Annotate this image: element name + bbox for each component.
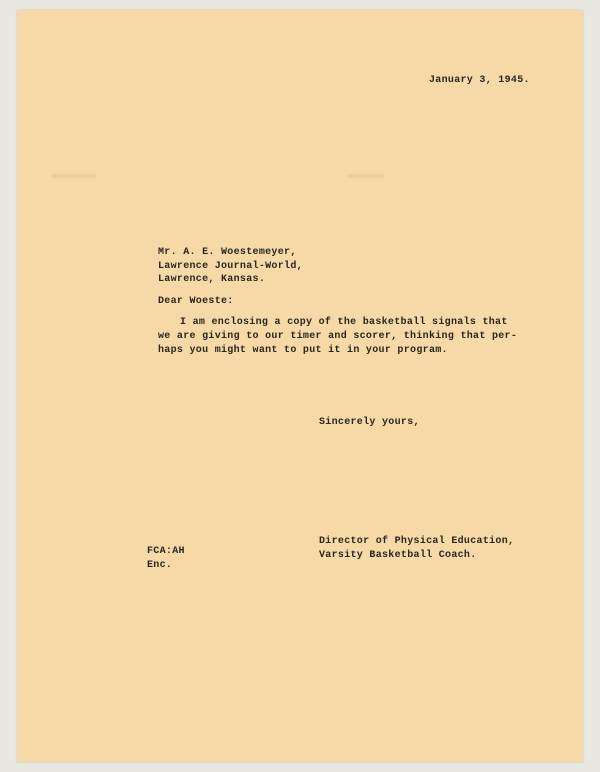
recipient-name: Mr. A. E. Woestemeyer, xyxy=(158,247,297,258)
body-line-1: I am enclosing a copy of the basketball signals that xyxy=(180,317,508,328)
letter-date: January 3, 1945. xyxy=(429,75,530,86)
body-line-3: haps you might want to put it in your program. xyxy=(158,345,448,356)
recipient-location: Lawrence, Kansas. xyxy=(158,274,266,285)
signature-title-line-1: Director of Physical Education, xyxy=(319,536,515,547)
salutation: Dear Woeste: xyxy=(158,296,234,307)
reference-initials: FCA:AH xyxy=(147,546,185,557)
enclosure-note: Enc. xyxy=(147,560,173,571)
body-line-2: we are giving to our timer and scorer, thinking that per- xyxy=(158,331,518,342)
closing: Sincerely yours, xyxy=(319,417,420,428)
letter-page xyxy=(17,10,583,762)
signature-title-line-2: Varsity Basketball Coach. xyxy=(319,550,477,561)
paper-smudge xyxy=(52,174,97,178)
paper-smudge xyxy=(347,174,385,178)
recipient-organization: Lawrence Journal-World, xyxy=(158,261,303,272)
